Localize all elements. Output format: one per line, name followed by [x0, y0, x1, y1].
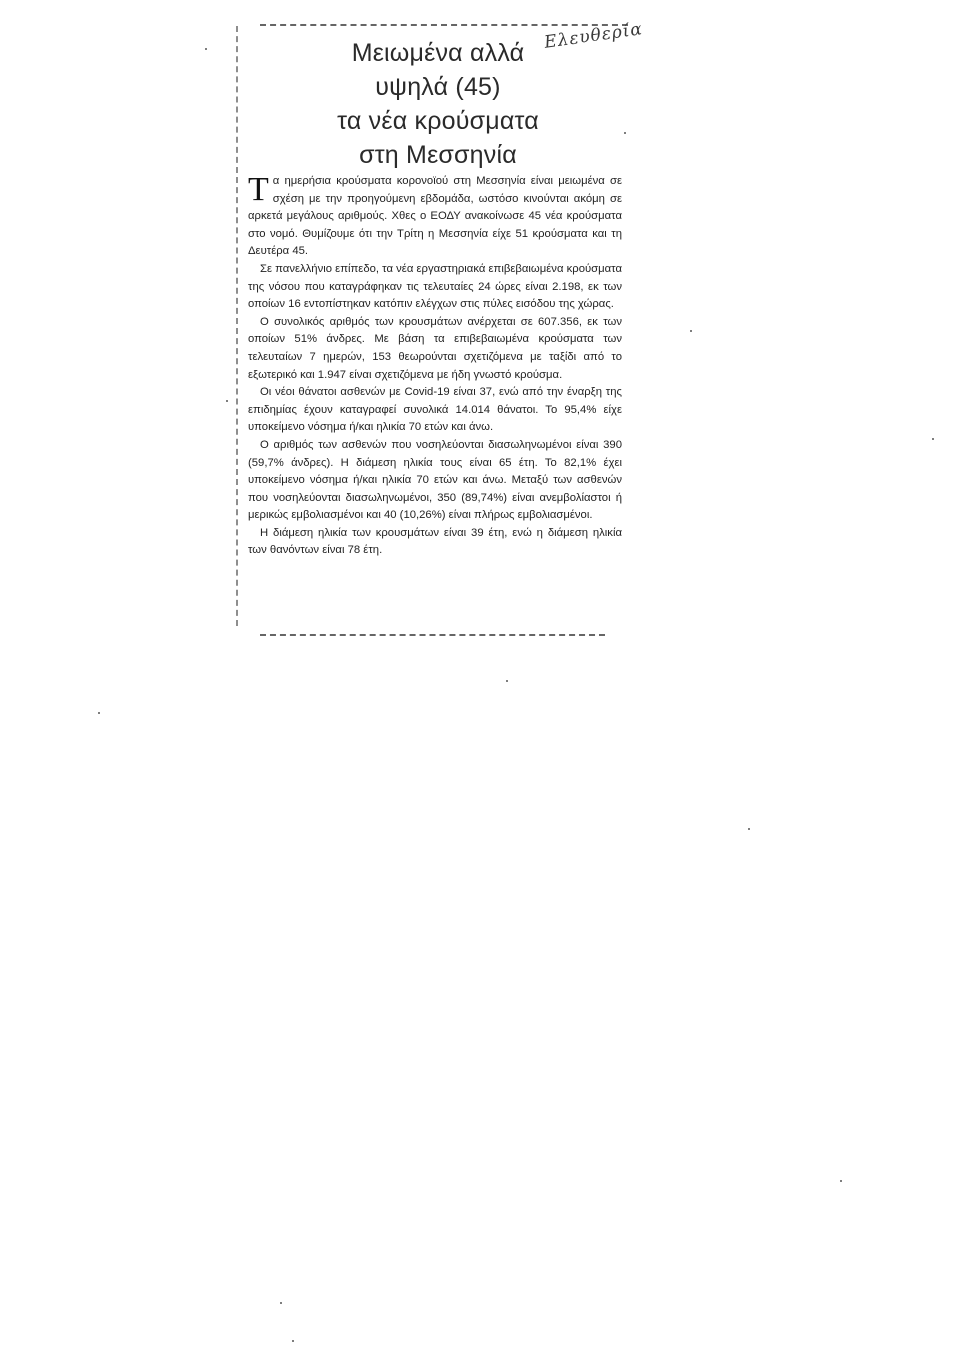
- scan-speck: [932, 438, 934, 440]
- scan-speck: [226, 400, 228, 402]
- drop-cap: Τ: [248, 171, 269, 208]
- scan-speck: [280, 1302, 282, 1304]
- lead-paragraph: [248, 173, 622, 261]
- article-body: [248, 173, 622, 560]
- scan-speck: [98, 712, 100, 714]
- headline-line-1: Μειωμένα αλλά: [351, 39, 525, 67]
- scan-speck: [205, 48, 207, 50]
- scan-speck: [690, 330, 692, 332]
- paragraph-national: Σε πανελλήνιο επίπεδο, τα νέα εργαστηριακά επιβεβαιωμένα κρούσματα της νόσου που καταγράφηκαν τις τελευταίες 24 ώρες είναι 2.198, εκ των οποίων 16 εντοπίστηκαν κατόπιν ελέγχων στις πύλες εισόδου της χώρας.: [248, 262, 622, 311]
- paragraph-total-cases: Ο συνολικός αριθμός των κρουσμάτων ανέρχεται σε 607.356, εκ των οποίων 51% άνδρες. Με βάση τα επιβεβαιωμένα κρούσματα των τελευταίων 7 ημερών, 153 θεωρούνται σχετιζόμενα με ταξίδι από το εξωτερικό και 1.947 είναι σχετιζόμενα με ήδη γνωστό κρούσμα.: [248, 315, 622, 381]
- article-headline: [288, 36, 588, 172]
- handwritten-source-note: Ελευθερία: [543, 19, 645, 53]
- scan-speck: [840, 1180, 842, 1182]
- clipping-top-border: [260, 24, 628, 26]
- paragraph-median-age: Η διάμεση ηλικία των κρουσμάτων είναι 39 έτη, ενώ η διάμεση ηλικία των θανόντων είναι 78 έτη.: [248, 526, 622, 557]
- headline-line-2: υψηλά (45): [375, 73, 501, 101]
- clipping-bottom-border: [260, 634, 605, 636]
- scan-speck: [624, 132, 626, 134]
- headline-line-4: στη Μεσσηνία: [359, 141, 517, 169]
- scan-speck: [292, 1340, 294, 1342]
- headline-line-3: τα νέα κρούσματα: [337, 107, 539, 135]
- paragraph-intubated: Ο αριθμός των ασθενών που νοσηλεύονται διασωληνωμένοι είναι 390 (59,7% άνδρες). Η διάμεση ηλικία τους είναι 65 έτη. Το 82,1% έχει υποκείμενο νόσημα ή/και ηλικία 70 ετών και άνω. Μεταξύ των ασθενών που νοσηλεύονται διασωληνωμένοι, 350 (89,74%) είναι ανεμβολίαστοι ή μερικώς εμβολιασμένοι και 40 (10,26%) είναι πλήρως εμβολιασμένοι.: [248, 438, 622, 522]
- newspaper-clipping: [238, 19, 645, 636]
- clipping-left-border: [236, 26, 238, 626]
- scan-speck: [506, 680, 508, 682]
- lead-paragraph-text: α ημερήσια κρούσματα κορονοϊού στη Μεσσηνία είναι μειωμένα σε σχέση με την προηγούμενη εβδομάδα, ωστόσο κινούνται ακόμη σε αρκετά μεγάλους αριθμούς. Χθες ο ΕΟΔΥ ανακοίνωσε 45 νέα κρούσματα στο νομό. Θυμίζουμε ότι την Τρίτη η Μεσσηνία είχε 51 κρούσματα και τη Δευτέρα 45.: [248, 175, 622, 258]
- paragraph-deaths: Οι νέοι θάνατοι ασθενών με Covid-19 είναι 37, ενώ από την έναρξη της επιδημίας έχουν καταγραφεί συνολικά 14.014 θάνατοι. Το 95,4% είχε υποκείμενο νόσημα ή/και ηλικία 70 ετών και άνω.: [248, 386, 622, 434]
- scan-speck: [748, 828, 750, 830]
